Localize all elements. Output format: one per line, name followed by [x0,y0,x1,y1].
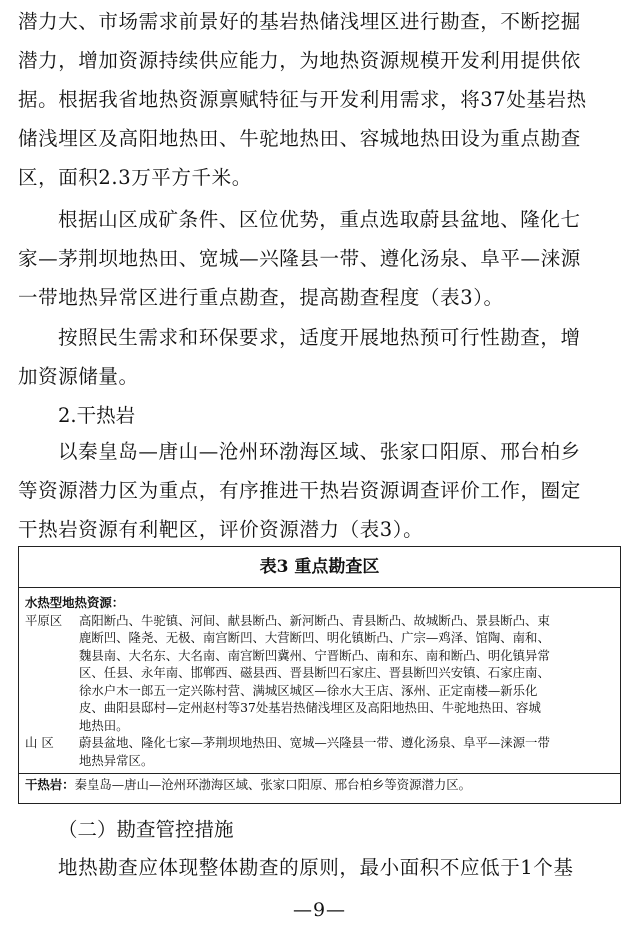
mountain-area-content [79,734,614,769]
text-line: 以秦皇岛—唐山—沧州环渤海区域、张家口阳原、邢台柏乡 [58,440,581,463]
text-line: 据。根据我省地热资源禀赋特征与开发利用需求，将37处基岩热 [18,88,587,111]
text-line: 根据山区成矿条件、区位优势，重点选取蔚县盆地、隆化七 [58,208,581,231]
paragraph-resource-survey [18,2,624,197]
table-text-line: 徐水户木一郎五一定兴陈村营、满城区城区—徐水大王店、涿州、正定南楼—新乐化 [79,682,538,698]
paragraph-hot-dry-rock [18,432,624,549]
key-survey-table [18,546,621,804]
hot-dry-rock-content: 秦皇岛—唐山—沧州环渤海区域、张家口阳原、邢台柏乡等资源潜力区。 [74,777,472,792]
page-number: —9— [292,899,347,921]
table-title: 表3 重点勘查区 [19,547,620,588]
table-body [19,588,620,794]
paragraph-mountain-survey [18,200,624,317]
table-text-line: 高阳断凸、牛驼镇、河间、献县断凸、新河断凸、青县断凸、故城断凸、景县断凸、束 [79,612,550,628]
text-line: 家—茅荆坝地热田、宽城—兴隆县一带、遵化汤泉、阜平—涞源 [18,247,581,270]
paragraph-survey-principle [18,848,624,887]
text-line: 加资源储量。 [18,365,139,388]
mountain-area-label: 山 区 [25,735,54,750]
text-line: 地热勘查应体现整体勘查的原则，最小面积不应低于1个基 [58,856,574,879]
paragraph-feasibility [18,318,624,396]
table-text-line: 鹿断凹、隆尧、无极、南宫断凹、大营断凹、明化镇断凸、广宗—鸡泽、馆陶、南和、 [79,630,550,645]
hydrothermal-header: 水热型地热资源： [25,595,125,610]
text-line: 按照民生需求和环保要求，适度开展地热预可行性勘查，增 [58,326,581,349]
table-text-line: 皮、曲阳县邸村—定州赵村等37处基岩热储浅埋区及高阳地热田、牛驼地热田、容城 [79,700,541,715]
text-line: 等资源潜力区为重点，有序推进干热岩资源调查评价工作，圈定 [18,479,581,502]
text-line: 储浅埋区及高阳地热田、牛驼地热田、容城地热田设为重点勘查 [18,127,581,150]
subheading-hot-dry-rock: 2.干热岩 [58,404,136,427]
table-text-line: 区、任县、永年南、邯郸西、磁县西、晋县断凹石家庄、晋县断凹兴安镇、石家庄南、 [79,665,550,680]
text-line: 潜力，增加资源持续供应能力，为地热资源规模开发利用提供依 [18,49,581,72]
plain-area-label: 平原区 [25,612,63,628]
plain-area-content [79,612,614,735]
table-text-line: 地热异常区。 [79,752,154,768]
hot-dry-rock-label: 干热岩： [25,777,75,792]
table-text-line: 蔚县盆地、隆化七家—茅荆坝地热田、宽城—兴隆县一带、遵化汤泉、阜平—涞源一带 [79,735,550,750]
text-line: 一带地热异常区进行重点勘查，提高勘查程度（表3）。 [18,286,504,309]
plain-area-row [25,612,614,735]
text-line: 潜力大、市场需求前景好的基岩热储浅埋区进行勘查，不断挖掘 [18,10,581,33]
table-text-line: 地热田。 [79,717,129,733]
section-heading-survey-control: （二）勘查管控措施 [58,818,234,841]
text-line: 干热岩资源有利靶区，评价资源潜力（表3）。 [18,518,424,541]
mountain-area-row [25,734,614,769]
hot-dry-rock-row [19,773,620,794]
table-text-line: 魏县南、大名东、大名南、南宫断凹冀州、宁晋断凸、南和东、南和断凸、明化镇异常 [79,647,550,663]
text-line: 区，面积2.3万平方千米。 [18,166,252,189]
